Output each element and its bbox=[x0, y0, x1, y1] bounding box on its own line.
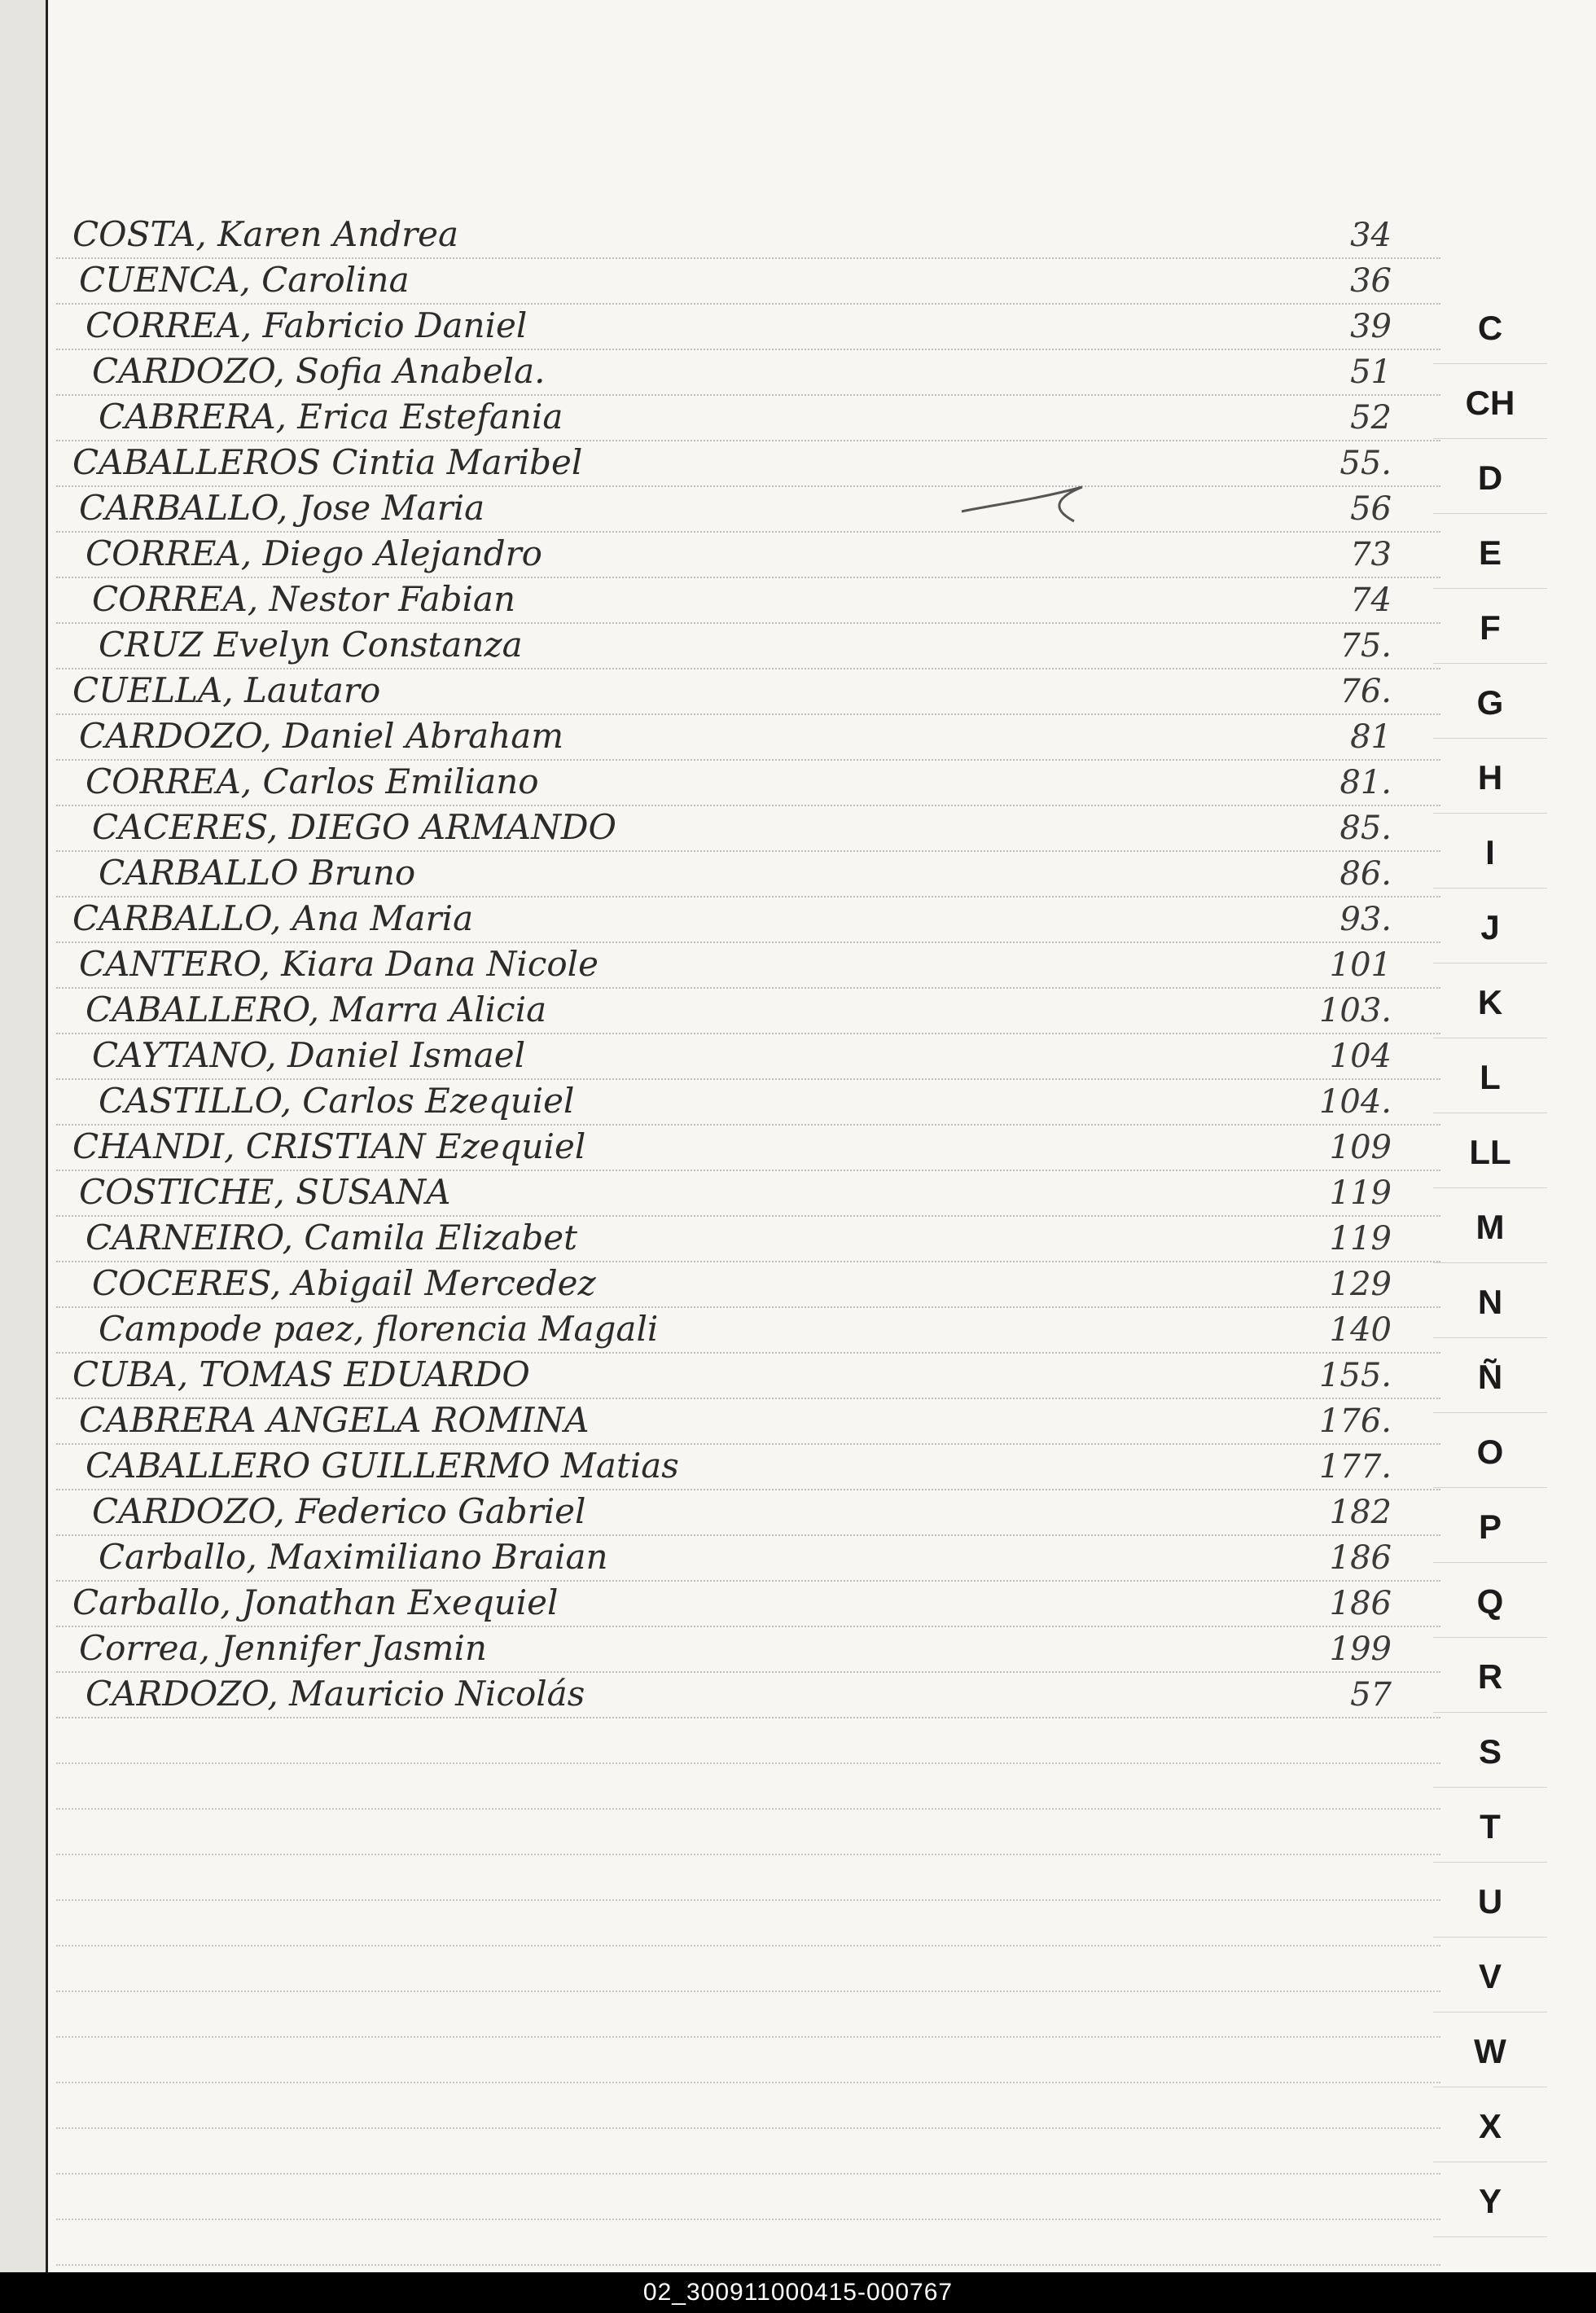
entry-name: CABALLEROS Cintia Maribel bbox=[72, 442, 583, 482]
entry-name: CARNEIRO, Camila Elizabet bbox=[86, 1218, 577, 1257]
ruled-line bbox=[56, 1990, 1440, 2038]
index-tab[interactable]: LL bbox=[1433, 1117, 1547, 1188]
index-tab[interactable]: V bbox=[1433, 1942, 1547, 2012]
index-entry bbox=[56, 212, 1440, 259]
index-entry bbox=[56, 1671, 1440, 1718]
entry-name: CARDOZO, Daniel Abraham bbox=[79, 716, 564, 756]
ruled-line bbox=[56, 1808, 1440, 1855]
index-entry bbox=[56, 1078, 1440, 1126]
entry-page-number: 176. bbox=[1318, 1402, 1392, 1440]
entry-name: CARBALLO, Jose Maria bbox=[79, 488, 485, 528]
index-entry bbox=[56, 941, 1440, 989]
entry-page-number: 74 bbox=[1350, 582, 1392, 619]
index-entry bbox=[56, 805, 1440, 852]
index-entry bbox=[56, 349, 1440, 396]
index-entry bbox=[56, 1534, 1440, 1582]
index-entry bbox=[56, 1261, 1440, 1308]
index-entry bbox=[56, 1580, 1440, 1627]
index-entry bbox=[56, 531, 1440, 578]
index-tab[interactable]: X bbox=[1433, 2091, 1547, 2162]
index-entry bbox=[56, 713, 1440, 761]
entry-name: CARDOZO, Mauricio Nicolás bbox=[86, 1674, 585, 1714]
entry-page-number: 86. bbox=[1340, 855, 1392, 893]
index-tab[interactable]: S bbox=[1433, 1717, 1547, 1788]
binder-edge bbox=[0, 0, 48, 2272]
scan-footer bbox=[0, 2272, 1596, 2313]
entry-page-number: 186 bbox=[1329, 1539, 1392, 1577]
entry-name: CASTILLO, Carlos Ezequiel bbox=[99, 1081, 575, 1121]
index-tab[interactable]: K bbox=[1433, 968, 1547, 1038]
index-tab[interactable]: D bbox=[1433, 443, 1547, 514]
ruled-entry-list bbox=[56, 212, 1440, 2264]
entry-name: Correa, Jennifer Jasmin bbox=[79, 1628, 487, 1668]
ruled-line bbox=[56, 1899, 1440, 1947]
index-entry bbox=[56, 1033, 1440, 1080]
ruled-line bbox=[56, 2173, 1440, 2220]
entry-name: CRUZ Evelyn Constanza bbox=[99, 625, 523, 665]
entry-page-number: 199 bbox=[1329, 1631, 1392, 1668]
entry-name: CABRERA, Erica Estefania bbox=[99, 397, 563, 437]
entry-page-number: 186 bbox=[1329, 1585, 1392, 1622]
index-entry bbox=[56, 668, 1440, 715]
index-entry bbox=[56, 850, 1440, 898]
index-tab[interactable]: E bbox=[1433, 518, 1547, 589]
entry-page-number: 55. bbox=[1340, 445, 1392, 482]
entry-name: Carballo, Jonathan Exequiel bbox=[72, 1582, 559, 1622]
entry-name: Carballo, Maximiliano Braian bbox=[99, 1537, 608, 1577]
entry-page-number: 75. bbox=[1340, 627, 1392, 665]
index-tab[interactable]: F bbox=[1433, 593, 1547, 664]
index-tab[interactable]: R bbox=[1433, 1642, 1547, 1713]
entry-name: CORREA, Fabricio Daniel bbox=[86, 305, 528, 345]
entry-name: CORREA, Diego Alejandro bbox=[86, 533, 542, 573]
index-tab[interactable]: CH bbox=[1433, 368, 1547, 439]
entry-name: CUBA, TOMAS EDUARDO bbox=[72, 1354, 530, 1394]
entry-name: CARDOZO, Sofia Anabela. bbox=[92, 351, 546, 391]
index-tab[interactable]: G bbox=[1433, 668, 1547, 739]
entry-name: CACERES, DIEGO ARMANDO bbox=[92, 807, 616, 847]
entry-page-number: 129 bbox=[1329, 1266, 1392, 1303]
index-tab[interactable]: Q bbox=[1433, 1567, 1547, 1638]
index-entry bbox=[56, 896, 1440, 943]
ruled-line bbox=[56, 2036, 1440, 2083]
entry-page-number: 104 bbox=[1329, 1038, 1392, 1075]
entry-name: CABALLERO GUILLERMO Matias bbox=[86, 1446, 679, 1486]
index-page bbox=[48, 0, 1596, 2272]
entry-page-number: 140 bbox=[1329, 1311, 1392, 1349]
ruled-line bbox=[56, 1762, 1440, 1810]
entry-page-number: 36 bbox=[1350, 262, 1392, 300]
entry-page-number: 52 bbox=[1350, 399, 1392, 437]
entry-page-number: 101 bbox=[1329, 946, 1392, 984]
entry-name: CUENCA, Carolina bbox=[79, 260, 410, 300]
entry-name: CARDOZO, Federico Gabriel bbox=[92, 1491, 586, 1531]
index-entry bbox=[56, 1489, 1440, 1536]
ruled-line bbox=[56, 1717, 1440, 1764]
entry-page-number: 119 bbox=[1329, 1220, 1392, 1257]
index-entry bbox=[56, 440, 1440, 487]
index-tab[interactable]: N bbox=[1433, 1267, 1547, 1338]
entry-page-number: 104. bbox=[1318, 1083, 1392, 1121]
index-entry bbox=[56, 1306, 1440, 1354]
ruled-line bbox=[56, 1854, 1440, 1901]
index-tab[interactable]: U bbox=[1433, 1867, 1547, 1938]
entry-page-number: 81. bbox=[1340, 764, 1392, 801]
entry-page-number: 103. bbox=[1318, 992, 1392, 1029]
entry-page-number: 177. bbox=[1318, 1448, 1392, 1486]
index-entry bbox=[56, 1626, 1440, 1673]
entry-page-number: 81 bbox=[1350, 718, 1392, 756]
index-tab[interactable]: Ñ bbox=[1433, 1342, 1547, 1413]
index-entry bbox=[56, 1398, 1440, 1445]
entry-name: CORREA, Carlos Emiliano bbox=[86, 761, 539, 801]
entry-page-number: 119 bbox=[1329, 1174, 1392, 1212]
entry-name: CABALLERO, Marra Alicia bbox=[86, 990, 547, 1029]
entry-name: CABRERA ANGELA ROMINA bbox=[79, 1400, 590, 1440]
entry-page-number: 182 bbox=[1329, 1494, 1392, 1531]
index-entry bbox=[56, 759, 1440, 806]
index-entry bbox=[56, 485, 1440, 533]
entry-name: CARBALLO Bruno bbox=[99, 853, 416, 893]
index-entry bbox=[56, 1124, 1440, 1171]
entry-page-number: 93. bbox=[1340, 901, 1392, 938]
index-tab[interactable]: O bbox=[1433, 1417, 1547, 1488]
pen-stroke-mark bbox=[960, 481, 1090, 529]
entry-name: CARBALLO, Ana Maria bbox=[72, 898, 474, 938]
entry-page-number: 57 bbox=[1350, 1676, 1392, 1714]
index-tab[interactable]: T bbox=[1433, 1792, 1547, 1863]
index-entry bbox=[56, 394, 1440, 441]
scan-id: 02_300911000415-000767 bbox=[642, 2279, 954, 2306]
index-entry bbox=[56, 577, 1440, 624]
index-entry bbox=[56, 1352, 1440, 1399]
index-entry bbox=[56, 622, 1440, 669]
entry-name: COSTA, Karen Andrea bbox=[72, 214, 459, 254]
index-tab[interactable]: C bbox=[1433, 293, 1547, 364]
entry-name: COSTICHE, SUSANA bbox=[79, 1172, 451, 1212]
entry-page-number: 39 bbox=[1350, 308, 1392, 345]
entry-page-number: 155. bbox=[1318, 1357, 1392, 1394]
index-tab[interactable]: H bbox=[1433, 743, 1547, 814]
entry-name: CUELLA, Lautaro bbox=[72, 670, 381, 710]
index-entry bbox=[56, 987, 1440, 1034]
alphabet-index-tabs bbox=[1433, 293, 1547, 2272]
ruled-line bbox=[56, 1945, 1440, 1992]
index-entry bbox=[56, 303, 1440, 350]
index-entry bbox=[56, 1170, 1440, 1217]
entry-name: CANTERO, Kiara Dana Nicole bbox=[79, 944, 598, 984]
entry-page-number: 76. bbox=[1340, 673, 1392, 710]
entry-name: CHANDI, CRISTIAN Ezequiel bbox=[72, 1126, 586, 1166]
entry-page-number: 34 bbox=[1350, 217, 1392, 254]
entry-page-number: 85. bbox=[1340, 810, 1392, 847]
index-entry bbox=[56, 257, 1440, 305]
ruled-line bbox=[56, 2127, 1440, 2175]
index-tab[interactable]: L bbox=[1433, 1042, 1547, 1113]
index-tab[interactable]: I bbox=[1433, 818, 1547, 889]
index-tab[interactable]: W bbox=[1433, 2017, 1547, 2087]
entry-page-number: 109 bbox=[1329, 1129, 1392, 1166]
index-tab[interactable]: J bbox=[1433, 893, 1547, 963]
ruled-line bbox=[56, 2219, 1440, 2266]
entry-name: CAYTANO, Daniel Ismael bbox=[92, 1035, 526, 1075]
entry-page-number: 73 bbox=[1350, 536, 1392, 573]
index-entry bbox=[56, 1215, 1440, 1262]
index-tab[interactable]: Y bbox=[1433, 2166, 1547, 2237]
entry-name: COCERES, Abigail Mercedez bbox=[92, 1263, 596, 1303]
entry-page-number: 56 bbox=[1350, 490, 1392, 528]
ruled-line bbox=[56, 2082, 1440, 2129]
index-entry bbox=[56, 1443, 1440, 1490]
entry-name: Campode paez, florencia Magali bbox=[99, 1309, 659, 1349]
index-tab[interactable]: P bbox=[1433, 1492, 1547, 1563]
entry-name: CORREA, Nestor Fabian bbox=[92, 579, 515, 619]
entry-page-number: 51 bbox=[1350, 353, 1392, 391]
index-tab[interactable]: M bbox=[1433, 1192, 1547, 1263]
